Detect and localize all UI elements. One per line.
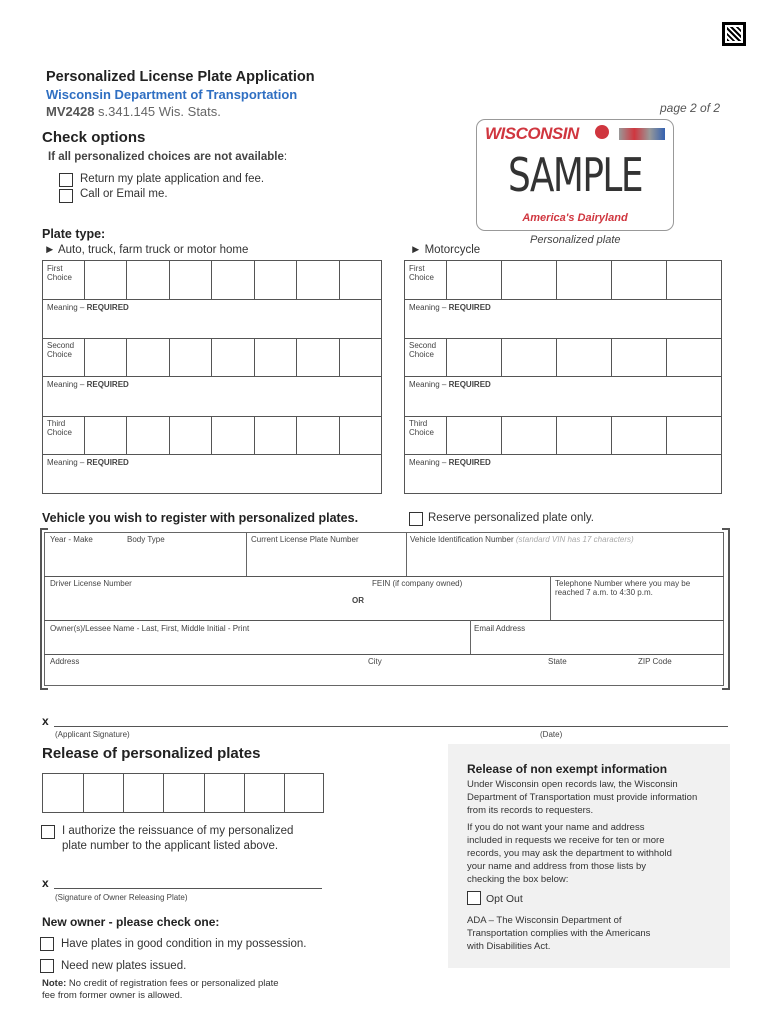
vin-field[interactable]: Vehicle Identification Number (standard VIN has 17 characters) <box>410 535 634 544</box>
authorize-label: I authorize the reissuance of my personalized plate number to the applicant listed above. <box>62 825 294 852</box>
meaning-3-label: Meaning – REQUIRED <box>47 458 129 467</box>
driver-license-field[interactable]: Driver License Number <box>50 579 132 588</box>
vehicle-info-box <box>44 532 724 686</box>
first-choice-label: First Choice <box>47 264 72 282</box>
need-new-plates-checkbox[interactable] <box>40 959 54 973</box>
department-name: Wisconsin Department of Transportation <box>46 87 298 102</box>
or-label: OR <box>352 596 364 605</box>
moto-meaning-3-label: Meaning – REQUIRED <box>409 458 491 467</box>
sample-plate <box>476 119 674 231</box>
form-title: Personalized License Plate Application <box>46 69 315 85</box>
form-number: MV2428 s.341.145 Wis. Stats. <box>46 104 221 119</box>
plate-type-heading: Plate type: <box>42 227 106 241</box>
release-plate-grid[interactable] <box>42 773 324 813</box>
applicant-signature-line[interactable] <box>54 726 728 727</box>
need-new-plates-label: Need new plates issued. <box>61 960 187 972</box>
reserve-only-checkbox[interactable] <box>409 512 423 526</box>
city-field[interactable]: City <box>368 657 382 666</box>
zip-field[interactable]: ZIP Code <box>638 657 672 666</box>
year-make-field[interactable]: Year - Make <box>50 535 93 544</box>
call-email-label: Call or Email me. <box>80 188 168 200</box>
check-options-subtitle: If all personalized choices are not available: <box>48 151 288 163</box>
nonexempt-paragraph-2: If you do not want your name and address included in requests we receive for ten or more records, you may ask the department to withhold your name and address from those lists by checking the box below: <box>467 822 672 885</box>
applicant-signature-label: (Applicant Signature) <box>55 730 130 739</box>
moto-meaning-1-label: Meaning – REQUIRED <box>409 303 491 312</box>
moto-first-choice-label: First Choice <box>409 264 434 282</box>
telephone-field[interactable]: Telephone Number where you may be reached 7 a.m. to 4:30 p.m. <box>555 579 691 597</box>
moto-meaning-2-label: Meaning – REQUIRED <box>409 380 491 389</box>
good-condition-checkbox[interactable] <box>40 937 54 951</box>
plate-graphic-icon <box>619 128 665 140</box>
second-choice-label: Second Choice <box>47 341 75 359</box>
auto-choices-grid <box>42 260 382 494</box>
moto-third-choice-label: Third Choice <box>409 419 434 437</box>
opt-out-label: Opt Out <box>486 893 523 905</box>
address-field[interactable]: Address <box>50 657 80 666</box>
reserve-only-label: Reserve personalized plate only. <box>428 512 594 524</box>
email-field[interactable]: Email Address <box>474 624 526 633</box>
new-owner-heading: New owner - please check one: <box>42 915 220 929</box>
page-indicator: page 2 of 2 <box>660 101 721 115</box>
current-plate-field[interactable]: Current License Plate Number <box>251 535 359 544</box>
authorize-checkbox[interactable] <box>41 825 55 839</box>
plate-text: SAMPLE <box>508 148 642 202</box>
nonexempt-paragraph-1: Under Wisconsin open records law, the Wisconsin Department of Transportation must provide information from its records to requesters. <box>467 779 698 816</box>
fein-field[interactable]: FEIN (if company owned) <box>372 579 463 588</box>
third-choice-label: Third Choice <box>47 419 72 437</box>
motorcycle-plate-type: ► Motorcycle <box>410 244 481 256</box>
ada-text: ADA – The Wisconsin Department of Transportation complies with the Americans with Disabilities Act. <box>467 915 651 952</box>
check-options-heading: Check options <box>42 129 146 146</box>
signature-x: x <box>42 714 49 728</box>
meaning-1-label: Meaning – REQUIRED <box>47 303 129 312</box>
nonexempt-heading: Release of non exempt information <box>467 762 668 776</box>
owner-name-field[interactable]: Owner(s)/Lessee Name - Last, First, Middle Initial - Print <box>50 624 250 633</box>
release-heading: Release of personalized plates <box>42 745 261 762</box>
owner-signature-line[interactable] <box>54 888 322 889</box>
qr-code-pattern <box>727 27 741 41</box>
state-field[interactable]: State <box>548 657 567 666</box>
body-type-field[interactable]: Body Type <box>127 535 165 544</box>
opt-out-checkbox[interactable] <box>467 891 481 905</box>
call-email-checkbox[interactable] <box>59 189 73 203</box>
note-text: Note: No credit of registration fees or personalized plate fee from former owner is allowed. <box>42 978 279 1001</box>
plate-caption: Personalized plate <box>530 234 621 246</box>
vehicle-heading: Vehicle you wish to register with personalized plates. <box>42 511 359 525</box>
return-application-checkbox[interactable] <box>59 173 73 187</box>
plate-logo-icon <box>595 125 609 139</box>
owner-signature-label: (Signature of Owner Releasing Plate) <box>55 893 188 902</box>
auto-plate-type: ► Auto, truck, farm truck or motor home <box>44 244 249 256</box>
date-label: (Date) <box>540 730 563 739</box>
owner-sig-x: x <box>42 876 49 890</box>
plate-slogan: America's Dairyland <box>522 212 628 224</box>
return-application-label: Return my plate application and fee. <box>80 173 265 185</box>
plate-state: WISCONSIN <box>485 124 579 143</box>
good-condition-label: Have plates in good condition in my possession. <box>61 938 307 950</box>
motorcycle-choices-grid <box>404 260 722 494</box>
meaning-2-label: Meaning – REQUIRED <box>47 380 129 389</box>
moto-second-choice-label: Second Choice <box>409 341 437 359</box>
